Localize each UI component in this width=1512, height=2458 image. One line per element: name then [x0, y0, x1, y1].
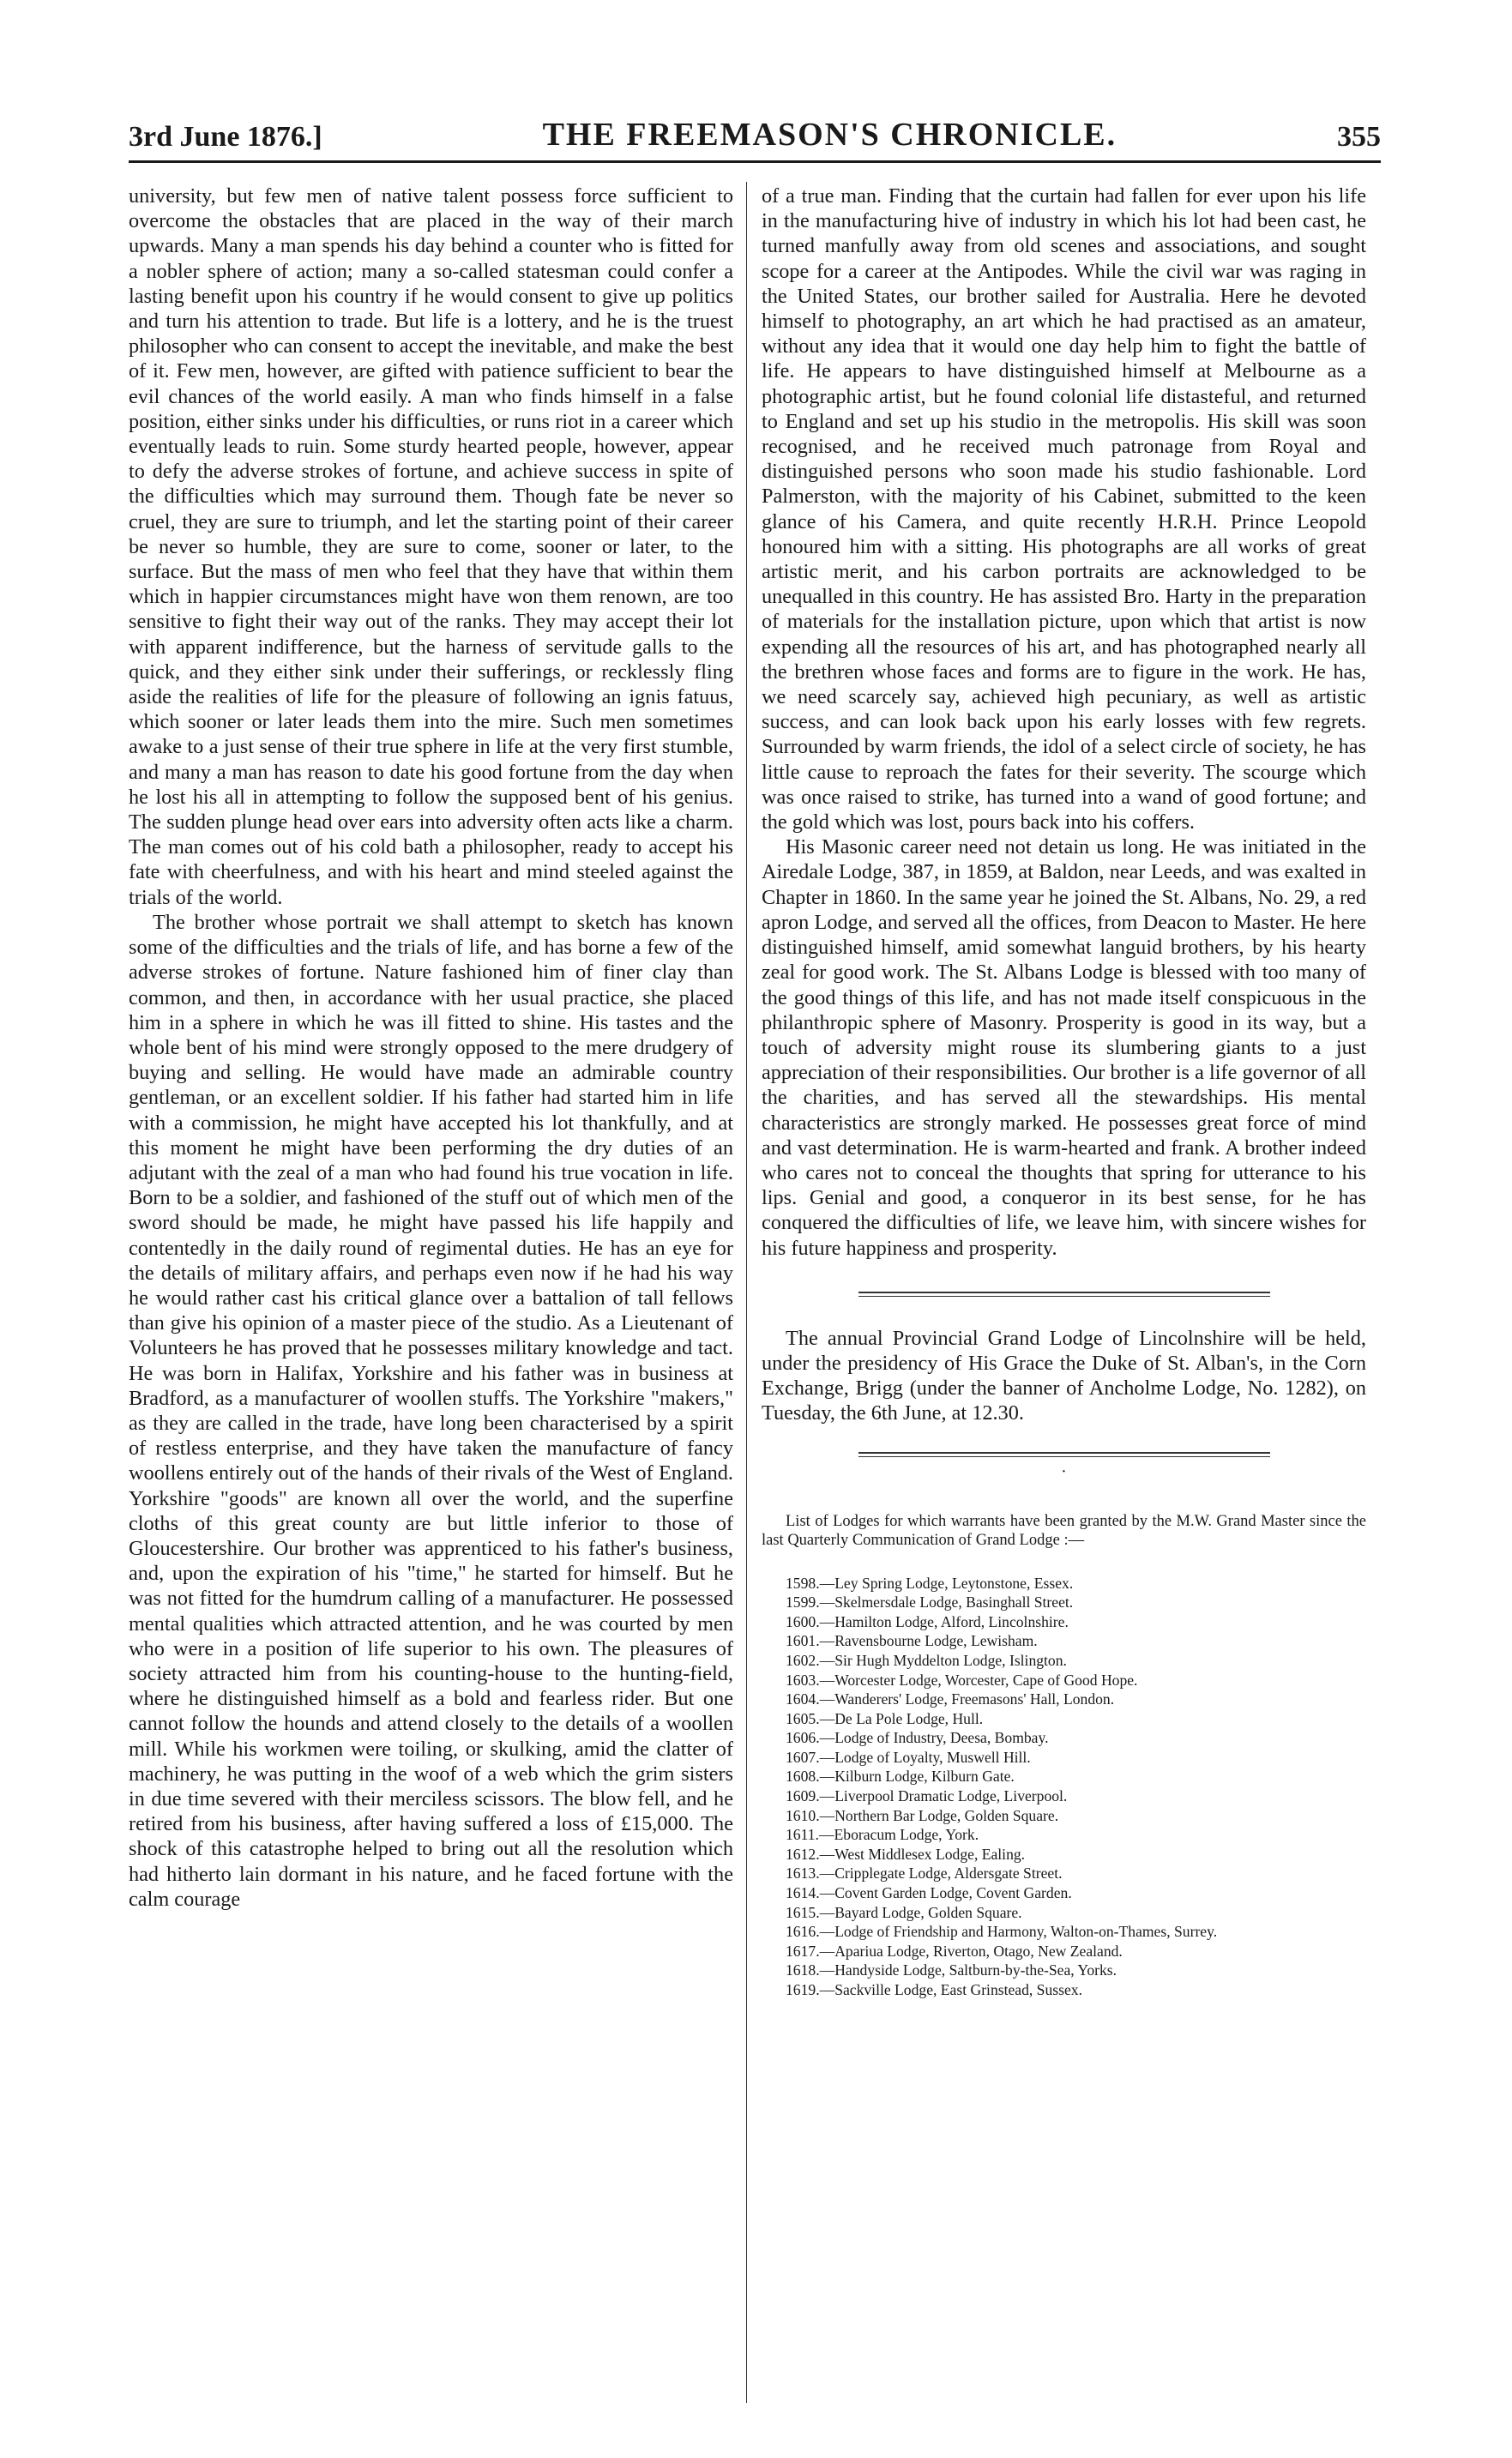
section-separator — [858, 1452, 1270, 1457]
lodge-list-item — [786, 1574, 1366, 1593]
lodge-list-item — [786, 1825, 1366, 1845]
lodge-number: 1600. — [786, 1612, 820, 1630]
right-column — [762, 184, 1366, 2000]
lodge-name: —Lodge of Friendship and Harmony, Walton-on-Thames, Surrey. — [819, 1923, 1218, 1941]
lodge-name: —Wanderers' Lodge, Freemasons' Hall, London. — [819, 1690, 1115, 1708]
lodge-name: —Sir Hugh Myddelton Lodge, Islington. — [819, 1651, 1067, 1669]
lodge-number: 1604. — [786, 1690, 820, 1708]
lodge-list-item — [786, 1806, 1366, 1826]
lodge-list-item — [786, 1651, 1366, 1671]
lodge-number: 1605. — [786, 1709, 820, 1727]
lodge-list-item — [786, 1709, 1366, 1729]
lodge-list-item — [786, 1942, 1366, 1961]
lodge-number: 1616. — [786, 1923, 820, 1941]
lodge-name: —Skelmersdale Lodge, Basinghall Street. — [819, 1593, 1074, 1612]
lodge-number: 1607. — [786, 1748, 820, 1766]
lodge-name: —West Middlesex Lodge, Ealing. — [819, 1845, 1026, 1863]
section-separator — [858, 1292, 1270, 1297]
article-paragraph: of a true man. Finding that the curtain had fallen for ever upon his life in the manufacturing hive of industry in which his lot had been cast, he turned manfully away from old scenes and associations, and sought scope for a career at the Antipodes. While the civil war was raging in the United States, our brother sailed for Australia. Here he devoted himself to photography, an art which he had practised as an amateur, without any idea that it would one day help him to fight the battle of life. He appears to have distinguished himself at Melbourne as a photographic artist, but he found colonial life distasteful, and returned to England and set up his studio in the metropolis. His skill was soon recognised, and he received much patronage from Royal and distinguished persons who soon made his studio fashionable. Lord Palmerston, with the majority of his Cabinet, submitted to the keen glance of his Camera, and quite recently H.R.H. Prince Leopold honoured him with a sitting. His photographs are all works of great artistic merit, and his carbon portraits are acknowledged to be unequalled in this country. He has assisted Bro. Harty in the preparation of materials for the installation picture, upon which that artist is now expending all the resources of his art, and has photographed nearly all the brethren whose faces and forms are to figure in the work. He has, we need scarcely say, achieved high pecuniary, as well as artistic success, and can look back upon his early losses with few regrets. Surrounded by warm friends, the idol of a select circle of society, he has little cause to reproach the fates for their severity. The scourge which was once raised to strike, has turned into a wand of good fortune; and the gold which was lost, pours back into his coffers. — [762, 184, 1366, 834]
lodge-list-item — [786, 1845, 1366, 1865]
lodge-warrant-list — [762, 1574, 1366, 2000]
lodge-list-item — [786, 1883, 1366, 1903]
lodge-list-item — [786, 1728, 1366, 1748]
lodge-name: —Bayard Lodge, Golden Square. — [819, 1903, 1022, 1921]
article-paragraph: The brother whose portrait we shall attempt to sketch has known some of the difficulties and the trials of life, and has borne a few of the adverse strokes of fortune. Nature fashioned him of finer clay than common, and then, in accordance with her usual practice, she placed him in a sphere in which he was ill fitted to shine. His tastes and the whole bent of his mind were strongly opposed to the mere drudgery of buying and selling. He would have made an admirable country gentleman, or an excellent soldier. If his father had started him in life with a commission, he might have accepted his lot thankfully, and at this moment he might have been performing the dry duties of an adjutant with the zeal of a man who had found his true vocation in life. Born to be a soldier, and fashioned of the stuff out of which men of the sword should be made, he might have passed his life happily and contentedly in the daily round of regimental duties. He has an eye for the details of military affairs, and perhaps even now if he had his way he would rather cast his critical glance over a battalion of tall fellows than give his opinion of a master piece of the studio. As a Lieutenant of Volunteers he has proved that he possesses military knowledge and tact. He was born in Halifax, Yorkshire and his father was in business at Bradford, as a manufacturer of woollen stuffs. The Yorkshire "makers," as they are called in the trade, have long been characterised by a spirit of restless enterprise, and they have taken the manufacture of fancy woollens entirely out of the hands of their rivals of the West of England. Yorkshire "goods" are known all over the world, and the superfine cloths of this great county are but little inferior to those of Gloucestershire. Our brother was apprenticed to his father's business, and, upon the expiration of his "time," he started for himself. But he was not fitted for the humdrum calling of a manufacturer. He possessed mental qualities which attracted attention, and he was courted by men who were in a position of life superior to his own. The pleasures of society attracted him from his counting-house to the hunting-field, where he distinguished himself as a bold and fearless rider. But one cannot follow the hounds and attend closely to the details of a woollen mill. While his workmen were toiling, or skulking, amid the clatter of machinery, he was putting in the woof of a web which the grim sisters in due time severed with their merciless scissors. The blow fell, and he retired from his business, after having suffered a loss of £15,000. The shock of this catastrophe helped to bring out all the resolution which had hitherto lain dormant in his nature, and he faced fortune with the calm courage — [129, 910, 733, 1911]
lodge-number: 1612. — [786, 1845, 820, 1863]
lodge-name: —De La Pole Lodge, Hull. — [819, 1709, 984, 1727]
lodge-name: —Eboracum Lodge, York. — [818, 1826, 979, 1844]
article-paragraph: His Masonic career need not detain us long. He was initiated in the Airedale Lodge, 387, in 1859, at Baldon, near Leeds, and was exalted in Chapter in 1860. In the same year he joined the St. Albans, No. 29, a red apron Lodge, and served all the offices, from Deacon to Master. He here distinguished himself, amid somewhat languid brothers, by his hearty zeal for good work. The St. Albans Lodge is blessed with too many of the good things of this life, and has not made itself conspicuous in the philanthropic sphere of Masonry. Prosperity is good in its way, but a touch of adversity might rouse its slumbering giants to a just appreciation of their responsibilities. Our brother is a life governor of all the charities, and has served all the stewardships. His mental characteristics are strongly marked. He possesses great force of mind and vast determination. He is warm-hearted and frank. A brother indeed who cares not to conceal the thoughts that spring for utterance to his lips. Genial and good, a conqueror in its best sense, for he has conquered the difficulties of life, we leave him, with sincere wishes for his future happiness and prosperity. — [762, 835, 1366, 1260]
lodge-name: —Ley Spring Lodge, Leytonstone, Essex. — [819, 1574, 1074, 1592]
lodge-list-item — [786, 1980, 1366, 2000]
issue-date: 3rd June 1876.] — [129, 121, 322, 153]
lodge-name: —Covent Garden Lodge, Covent Garden. — [819, 1884, 1072, 1902]
lodge-name: —Handyside Lodge, Saltburn-by-the-Sea, Yorks. — [819, 1961, 1117, 1979]
lodge-list-item — [786, 1671, 1366, 1690]
lodge-list-item — [786, 1767, 1366, 1786]
lodge-number: 1610. — [786, 1806, 820, 1824]
publication-title: THE FREEMASON'S CHRONICLE. — [542, 117, 1117, 153]
lodge-number: 1611. — [786, 1826, 819, 1844]
lodge-number: 1617. — [786, 1942, 820, 1960]
lodge-name: —Hamilton Lodge, Alford, Lincolnshire. — [819, 1612, 1069, 1630]
lodge-number: 1602. — [786, 1651, 820, 1669]
lodge-name: —Cripplegate Lodge, Aldersgate Street. — [819, 1865, 1063, 1883]
page-number: 355 — [1336, 121, 1381, 153]
lodge-list-item — [786, 1631, 1366, 1651]
column-divider — [746, 182, 747, 2403]
lodge-number: 1601. — [786, 1632, 820, 1650]
lodge-list-item — [786, 1690, 1366, 1709]
lodge-number: 1618. — [786, 1961, 820, 1979]
lodge-number: 1608. — [786, 1768, 820, 1786]
lodge-list-item — [786, 1593, 1366, 1612]
left-column — [129, 184, 733, 1912]
lodge-list-item — [786, 1903, 1366, 1923]
lodge-name: —Apariua Lodge, Riverton, Otago, New Zealand. — [819, 1942, 1123, 1960]
lodge-number: 1598. — [786, 1574, 820, 1592]
lodge-list-item — [786, 1961, 1366, 1980]
lodge-name: —Worcester Lodge, Worcester, Cape of Good Hope. — [819, 1671, 1138, 1689]
lodge-list-item — [786, 1922, 1366, 1942]
lodge-name: —Northern Bar Lodge, Golden Square. — [819, 1806, 1059, 1824]
lodge-number: 1609. — [786, 1787, 820, 1805]
lodge-number: 1613. — [786, 1865, 820, 1883]
lodge-list-intro: List of Lodges for which warrants have been granted by the M.W. Grand Master since the last Quarterly Communication of Grand Lodge :— — [762, 1512, 1366, 1549]
lodge-number: 1615. — [786, 1903, 820, 1921]
lodge-list-item — [786, 1612, 1366, 1632]
lodge-name: —Kilburn Lodge, Kilburn Gate. — [819, 1768, 1015, 1786]
article-paragraph: university, but few men of native talent possess force sufficient to overcome the obstacles that are placed in the way of their march upwards. Many a man spends his day behind a counter who is fitted for a nobler sphere of action; many a so-called statesman could confer a lasting benefit upon his country if he would consent to give up politics and turn his attention to trade. But life is a lottery, and he is the truest philosopher who can consent to accept the inevitable, and make the best of it. Few men, however, are gifted with patience sufficient to bear the evil chances of the world easily. A man who finds himself in a false position, either sinks under his difficulties, or runs riot in a career which eventually leads to ruin. Some sturdy hearted people, however, appear to defy the adverse strokes of fortune, and achieve success in spite of the difficulties which may surround them. Though fate be never so cruel, they are sure to triumph, and let the starting point of their career be never so humble, they are sure to come, sooner or later, to the surface. But the mass of men who feel that they have that within them which in happier circumstances might have won them renown, are too sensitive to fight their way out of the ranks. They may accept their lot with apparent indifference, but the harness of servitude galls to the quick, and they either sink under their sufferings, or recklessly fling aside the realities of life for the pleasure of following an ignis fatuus, which sooner or later leads them into the mire. Such men sometimes awake to a just sense of their true sphere in life at the very first stumble, and many a man has reason to date his good fortune from the day when he lost his all in attempting to follow the supposed bent of his genius. The sudden plunge head over ears into adversity often acts like a charm. The man comes out of his cold bath a philosopher, ready to accept his fate with cheerfulness, and with his heart and mind steeled against the trials of the world. — [129, 184, 733, 909]
lodge-number: 1619. — [786, 1981, 820, 1999]
lodge-number: 1603. — [786, 1671, 820, 1689]
lodge-name: —Sackville Lodge, East Grinstead, Sussex. — [819, 1981, 1082, 1999]
lodge-name: —Ravensbourne Lodge, Lewisham. — [819, 1632, 1038, 1650]
lodge-name: —Lodge of Loyalty, Muswell Hill. — [819, 1748, 1031, 1766]
lodge-list-item — [786, 1786, 1366, 1806]
lodge-number: 1614. — [786, 1884, 820, 1902]
lodge-number: 1599. — [786, 1593, 820, 1612]
lodge-number: 1606. — [786, 1729, 820, 1747]
lodge-list-item — [786, 1864, 1366, 1883]
lodge-name: —Lodge of Industry, Deesa, Bombay. — [819, 1729, 1049, 1747]
lodge-list-item — [786, 1748, 1366, 1768]
newspaper-page — [129, 103, 1381, 2410]
page-header — [129, 103, 1381, 163]
separator-ornament: · — [1061, 1461, 1067, 1481]
lodge-name: —Liverpool Dramatic Lodge, Liverpool. — [819, 1787, 1068, 1805]
grand-lodge-notice: The annual Provincial Grand Lodge of Lincolnshire will be held, under the presidency of His Grace the Duke of St. Alban's, in the Corn Exchange, Brigg (under the banner of Ancholme Lodge, No. 1282), on Tuesday, the 6th June, at 12.30. — [762, 1326, 1366, 1425]
